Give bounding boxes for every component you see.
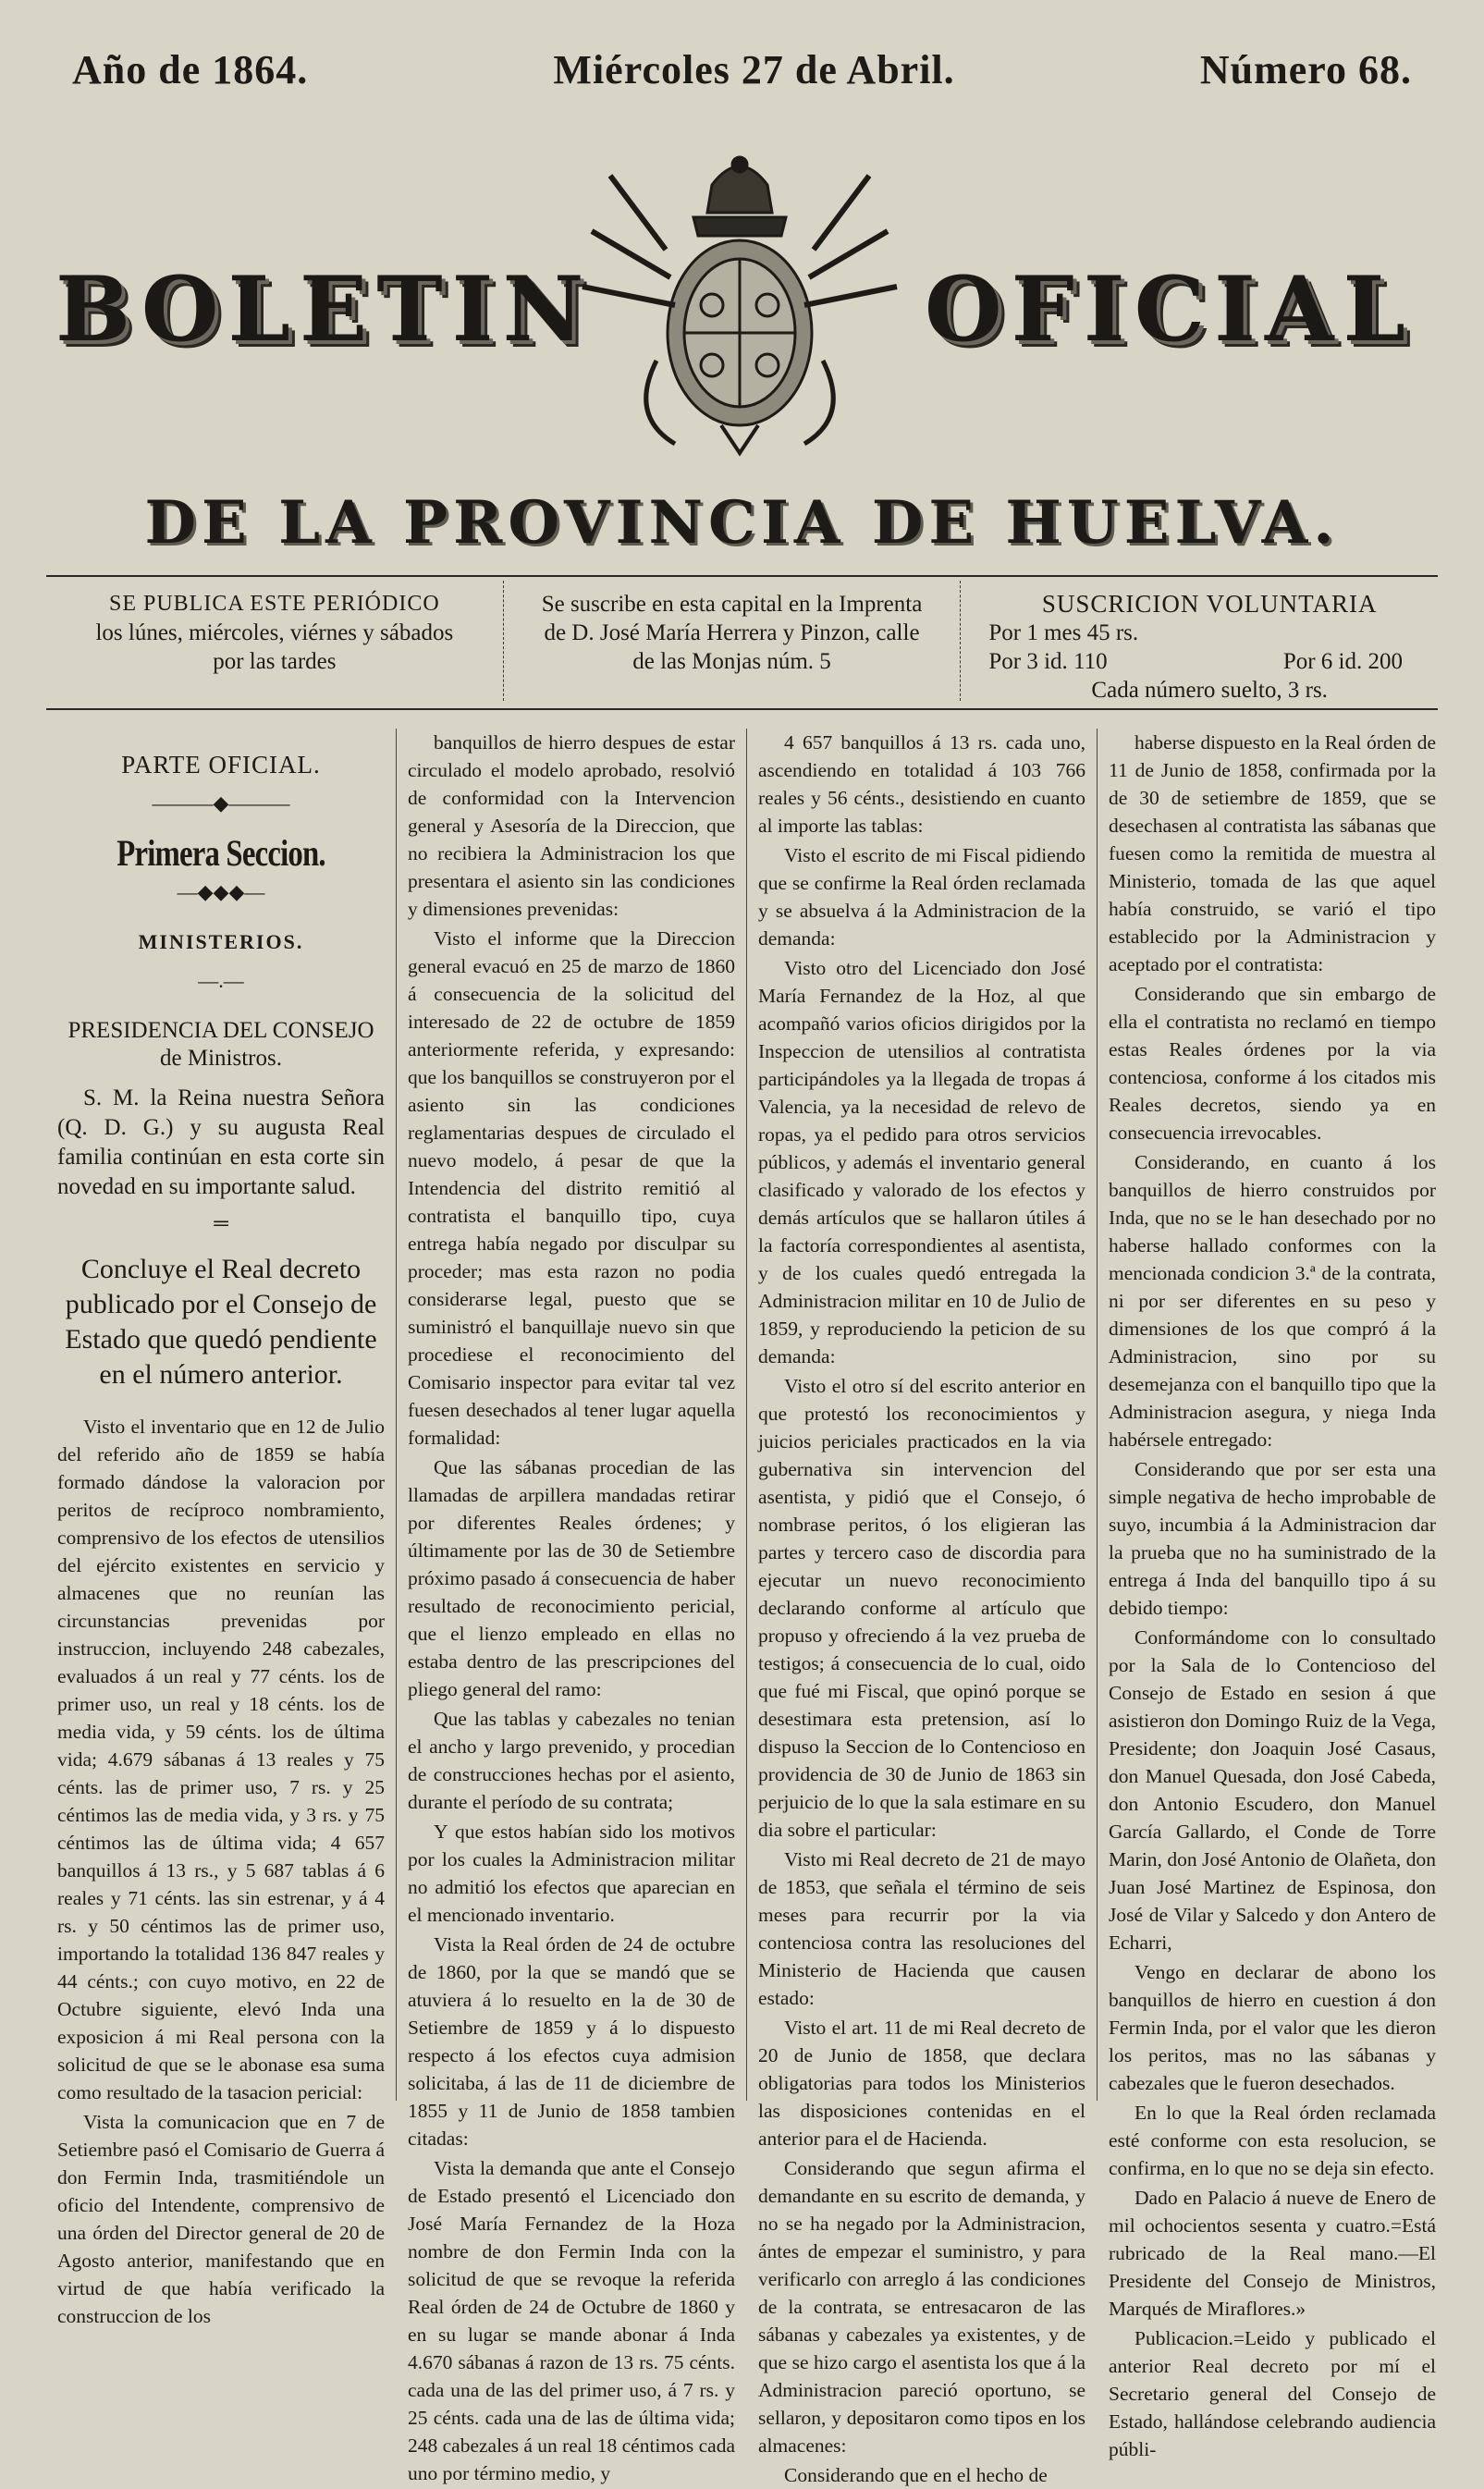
paragraph: Que las sábanas procedian de las llamadas de arpillera mandadas retirar por diferentes Reales órdenes; y últimamente por las de 30 de Setiembre próximo pasado á consecuencia de haber resultado de reconocimiento pericial, que el lienzo empleado en ellas no estaba dentro de las prescripciones del pliego general del ramo: [408, 1456, 735, 1700]
title-boletin: BOLETIN [55, 257, 594, 362]
paragraph: Considerando, en cuanto á los banquillos de hierro construidos por Inda, que no se le han desechado por no haberse hallado conformes con la mencionada condicion 3.ª de la contrata, ni por ser diferentes en su peso y dimensiones de los que compró á la Administracion, sino por su desemejanza con el banquillo tipo que la Administracion asegura, y niega Inda habérsele entregado: [1109, 1151, 1436, 1451]
publication-info [46, 581, 503, 701]
subscription-prices [960, 581, 1438, 701]
paragraph: Visto el art. 11 de mi Real decreto de 20 de Junio de 1858, que declara obligatorias para todos los Ministerios las disposiciones contenidas en el anterior para el de Hacienda. [758, 2017, 1085, 2150]
price-6-months: Por 6 id. 200 [1282, 649, 1404, 674]
paragraph: Visto el otro sí del escrito anterior en que protestó los reconocimientos y juicios periciales practicados en la via gubernativa sin intervencion del asentista, y pidió que el Consejo, ó nombrase peritos, ó los eligieran las partes y tercero caso de discordia para ejecutar un nuevo reconocimiento declarando conforme al artículo que propuso y ofreciendo á la vez prueba de testigos; á consecuencia de lo cual, oido que fué mi Fiscal, que opinó porque se desestimara esta pretension, así lo dispuso la Seccion de lo Contencioso en providencia de 30 de Junio de 1863 sin perjuicio de lo que la sala estimare en su dia sobre el particular: [758, 1375, 1085, 1841]
subscription-line-2: de D. José María Herrera y Pinzon, calle [544, 620, 920, 645]
column-4 [1097, 729, 1447, 2460]
paragraph: Vengo en declarar de abono los banquillos de hierro en cuestion á don Fermin Inda, por el valor que les dieron los peritos, mas no las sábanas y cabezales que le fueron desechados. [1109, 1961, 1436, 2094]
issue-date: Miércoles 27 de Abril. [553, 47, 955, 92]
price-row-3-6 [988, 647, 1430, 676]
heading-parte-oficial: PARTE OFICIAL. [121, 751, 321, 779]
issue-year: Año de 1864. [72, 47, 309, 92]
double-rule: ═ [214, 1211, 228, 1234]
prices-head: SUSCRICION VOLUNTARIA [1041, 590, 1378, 618]
heading-primera-seccion: Primera Seccion. [117, 832, 325, 874]
paragraph: Vista la demanda que ante el Consejo de Estado presentó el Licenciado don José María Fernandez de la Hoza nombre de don Fermin Inda con la solicitud de que se revoque la referida Real órden de 24 de Octubre de 1860 y en su lugar se mande abonar á Inda 4.670 sábanas á razon de 13 rs. 75 cénts. cada una de las del primer uso, á 7 rs. y 25 cénts. cada una de las de última vida; 248 cabezales á un real 18 céntimos cada uno por término medio, y [408, 2157, 735, 2484]
article-columns [46, 729, 1447, 2486]
publication-time: por las tardes [213, 649, 337, 674]
price-single-issue: Cada número suelto, 3 rs. [1091, 678, 1328, 703]
paragraph: Considerando que en el hecho de [784, 2464, 1048, 2486]
paragraph: Considerando que por ser esta una simple negativa de hecho improbable de suyo, incumbia á la Administracion dar la prueba que no ha suministrado de la entrega á Inda del banquillo tipo á su debido tiempo: [1109, 1458, 1436, 1619]
paragraph: Vista la comunicacion que en 7 de Setiembre pasó el Comisario de Guerra á don Fermin Inda, trasmitiéndole un oficio del Intendente, comprensivo de una órden del Director general de 20 de Agosto anterior, manifestando que en virtud de que había verificado la construccion de los [57, 2111, 385, 2327]
paragraph: Visto mi Real decreto de 21 de mayo de 1853, que señala el término de seis meses para recurrir por la via contenciosa contra las resoluciones del Ministerio de Hacienda que causen estado: [758, 1848, 1085, 2009]
column-2 [396, 729, 746, 2484]
masthead-top-line [72, 46, 1412, 102]
column-3 [746, 729, 1097, 2486]
price-1-month: Por 1 mes 45 rs. [988, 620, 1139, 645]
subscription-line-3: de las Monjas núm. 5 [632, 649, 831, 674]
heading-decreto: Concluye el Real decreto publicado por el Consejo de Estado que quedó pendiente en el número anterior. [65, 1254, 377, 1390]
column-1 [46, 729, 396, 2327]
paragraph: Vista la Real órden de 24 de octubre de 1860, por la que se mandó que se atuviera á lo resuelto en la de 30 de Setiembre de 1859 y á lo dispuesto respecto á los efectos cuya admision solicitaba, á las de 11 de diciembre de 1855 y 11 de Junio de 1858 tambien citadas: [408, 1933, 735, 2150]
paragraph: Que las tablas y cabezales no tenian el ancho y largo prevenido, y procedian de construcciones hechas por el asiento, durante el período de su contrata; [408, 1708, 735, 1813]
paragraph: banquillos de hierro despues de estar circulado el modelo aprobado, resolvió de conformidad con la Intervencion general y Asesoría de la Direccion, que no recibiera la Administracion los que presentara el asiento sin las condiciones y dimensiones prevenidas: [408, 731, 735, 920]
paragraph: Visto otro del Licenciado don José María Fernandez de la Hoz, al que acompañó varios oficios dirigidos por la Inspeccion de utensilios al contratista participándoles ya la llegada de tropas á Valencia, ya la necesidad de relevo de ropas, ya el pedido para otros servicios públicos, y además el inventario general clasificado y valorado de los efectos y demás artículos que se hallaron útiles á la factoría correspondientes al asentista, y de los cuales quedó entregada la Administracion militar en 10 de Julio de 1859, y reproduciendo la peticion de su demanda: [758, 957, 1085, 1367]
royal-coat-of-arms-icon [573, 148, 906, 462]
rule-bottom [46, 708, 1438, 710]
paragraph: Conformándome con lo consultado por la Sala de lo Contencioso del Consejo de Estado en sesion á que asistieron don Domingo Ruiz de la Vega, Presidente; don Joaquin José Casaus, don Manuel Quesada, don José Cabeda, don Antonio Escudero, don Manuel García Gallardo, el Conde de Torre Marin, don José Antonio de Olañeta, don Juan José Martinez de Espinosa, don José de Vilar y Salcedo y don Antero de Echarri, [1109, 1626, 1436, 1954]
heading-ministerios: MINISTERIOS. [138, 930, 304, 953]
heading-presidencia: PRESIDENCIA DEL CONSEJO de Ministros. [67, 1018, 374, 1071]
paragraph: 4 657 banquillos á 13 rs. cada uno, ascendiendo en totalidad á 103 766 reales y 56 cénts., desistiendo en cuanto al importe las tablas: [758, 731, 1085, 837]
rule-top [46, 575, 1438, 577]
info-row [46, 581, 1438, 701]
issue-number: Número 68. [1199, 47, 1412, 92]
paragraph: Considerando que segun afirma el demandante en su escrito de demanda, y no se ha negado por la Administracion, ántes de empezar el suministro, y para verificarlo con arreglo á las condiciones de la contrata, se entresacaron de las sábanas y cabezales ya existentes, y de que se hizo cargo el asentista los que á la Administracion pareció oportuno, se sellaron, y depositaron como tipos en los almacenes: [758, 2157, 1085, 2457]
subscription-place [503, 581, 961, 701]
paragraph-salud: S. M. la Reina nuestra Señora (Q. D. G.) y su augusta Real familia continúan en esta corte sin novedad en su importante salud. [57, 1085, 385, 1199]
paragraph: haberse dispuesto en la Real órden de 11 de Junio de 1858, confirmada por la de 30 de setiembre de 1859, que se desechasen al contratista las sábanas que fuesen como la remitida de muestra al Ministerio, tomada de las que aquel había construido, se varió el tipo establecido por la Administracion y aceptado por el contratista: [1109, 731, 1436, 975]
short-rule: —.— [198, 969, 244, 992]
price-3-months: Por 3 id. 110 [988, 649, 1108, 674]
title-province: DE LA PROVINCIA DE HUELVA. [144, 488, 1340, 558]
paragraph: Visto el inventario que en 12 de Julio del referido año de 1859 se había formado dándose la valoracion por peritos de recíproco nombramiento, comprensivo de los efectos de utensilios del ejército existentes en servicio y almacenes que no reunían las circunstancias prevenidas por instruccion, incluyendo 248 cabezales, evaluados á un real y 77 cénts. los de primer uso, un real y 18 cénts. los de media vida, y 59 cénts. los de última vida; 4.679 sábanas á 13 reales y 75 cénts. las de primer uso, 7 rs. y 25 céntimos las de media vida, y 3 rs. y 75 céntimos las de última vida; 4 657 banquillos á 13 rs., y 5 687 tablas á 6 reales y 71 cénts. las sin estrenar, y á 4 rs. y 50 céntimos las de primer uso, importando la totalidad 136 847 reales y 44 cénts.; con cuyo motivo, en 22 de Octubre siguiente, elevó Inda una exposicion á mi Real persona con la solicitud de que se le abonase esa suma como resultado de la tasacion pericial: [57, 1416, 385, 2103]
paragraph: Visto el escrito de mi Fiscal pidiendo que se confirme la Real órden reclamada y se absuelva á la Administracion de la demanda: [758, 844, 1085, 950]
ornament-divider: —◆◆◆— [177, 880, 265, 903]
paragraph: Dado en Palacio á nueve de Enero de mil ochocientos sesenta y cuatro.=Está rubricado de la Real mano.—El Presidente del Consejo de Ministros, Marqués de Miraflores.» [1109, 2187, 1436, 2320]
paragraph: Considerando que sin embargo de ella el contratista no reclamó en tiempo estas Reales órdenes por la via contenciosa, conforme á los citados mis Reales decretos, siendo ya en consecuencia irrevocables. [1109, 983, 1436, 1144]
subscription-line-1: Se suscribe en esta capital en la Imprenta [541, 592, 923, 617]
paragraph: Visto el informe que la Direccion general evacuó en 25 de marzo de 1860 á consecuencia de la solicitud del interesado de 22 de octubre de 1859 anteriormente referida, y expresando: que los banquillos se construyeron por el asiento sin las condiciones reglamentarias despues de circulado el nuevo modelo, á pesar de que la Intendencia del distrito remitió al contratista el banquillo tipo, cuya entrega había negado por disculpar su proceder; mas esta razon no podia considerarse legal, puesto que se suministró el banquillaje nuevo sin que procediese el reconocimiento del Comisario inspector para evitar tal vez fuesen desechados al tener lugar aquella formalidad: [408, 927, 735, 1449]
ornament-divider: ———◆——— [152, 791, 290, 815]
paragraph: Y que estos habían sido los motivos por los cuales la Administracion militar no admitió los efectos que aparecian en el mencionado inventario. [408, 1821, 735, 1926]
paragraph: Publicacion.=Leido y publicado el anterior Real decreto por mí el Secretario general del Consejo de Estado, hallándose celebrando audiencia públi- [1109, 2327, 1436, 2460]
publication-head: SE PUBLICA ESTE PERIÓDICO [108, 592, 440, 616]
paragraph: En lo que la Real órden reclamada esté conforme con esta resolucion, se confirma, en lo que no se deja sin efecto. [1109, 2102, 1436, 2179]
publication-days: los lúnes, miércoles, viérnes y sábados [95, 620, 454, 645]
title-oficial: OFICIAL [925, 257, 1415, 362]
